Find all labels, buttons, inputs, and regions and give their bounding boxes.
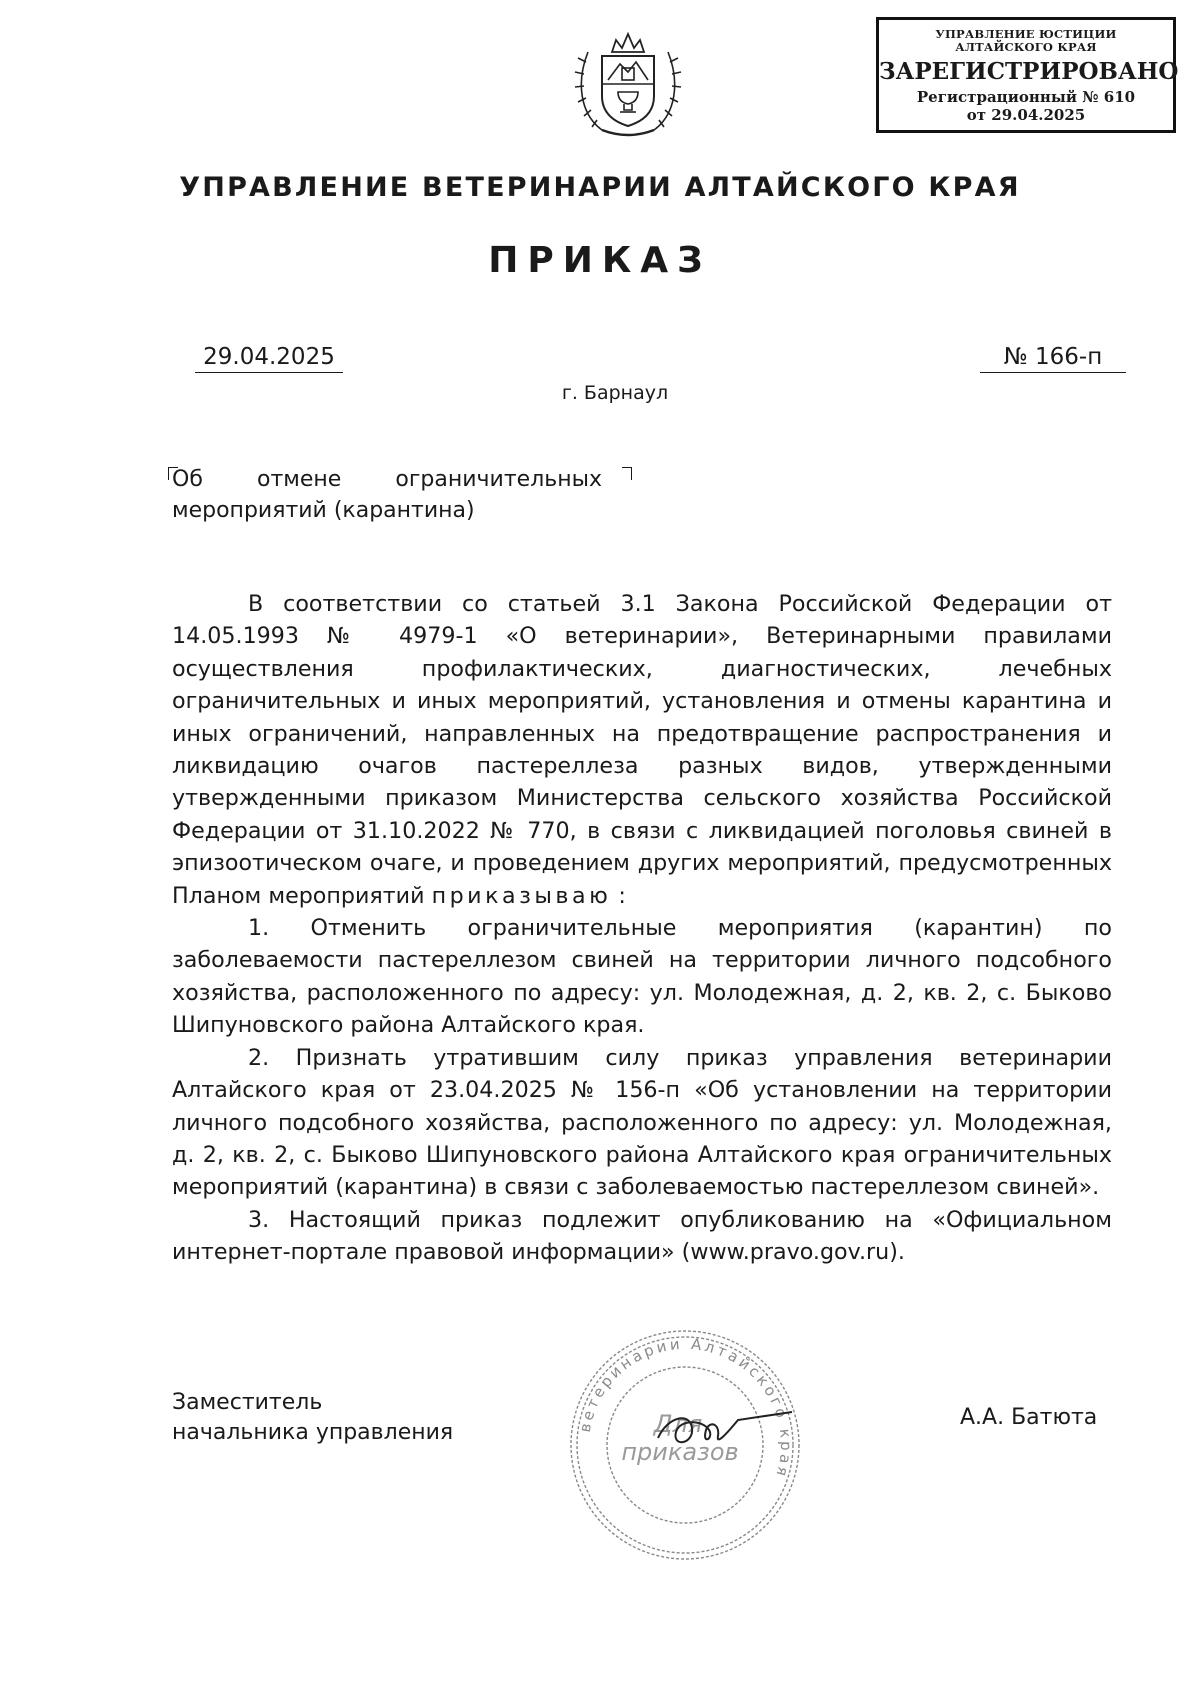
signer-title <box>172 1388 453 1448</box>
preamble-paragraph <box>172 588 1112 912</box>
preamble-text: В соответствии со статьей 3.1 Закона Российской Федерации от 14.05.1993 № 4979-1 «О ветеринарии», Ветеринарными правилами осуществления профилактических, диагностических, лечебных ограничительных и иных мероприятий, установления и отмены карантина и иных ограничений, направленных на предотвращение распространения и ликвидацию очагов пастереллеза разных видов, утвержденными утвержденными приказом Министерства сельского хозяйства Российской Федерации от 31.10.2022 № 770, в связи с ликвидацией поголовья свиней в эпизоотическом очаге, и проведением других мероприятий, предусмотренных Планом мероприятий <box>172 591 1112 909</box>
subject-line2: мероприятий (карантина) <box>172 498 475 523</box>
document-body <box>172 588 1112 1269</box>
signer-title-line2: начальника управления <box>172 1420 454 1445</box>
signer-title-line1: Заместитель <box>172 1390 323 1415</box>
subject-line1 <box>172 464 602 495</box>
stamp-org-line1: УПРАВЛЕНИЕ ЮСТИЦИИ <box>935 27 1117 41</box>
agency-name: УПРАВЛЕНИЕ ВЕТЕРИНАРИИ АЛТАЙСКОГО КРАЯ <box>179 172 1021 203</box>
seal-center-line2: приказов <box>621 1438 739 1466</box>
subject-bracket-right <box>622 467 632 480</box>
document-type: ПРИКАЗ <box>488 240 712 281</box>
order-item-3: 3. Настоящий приказ подлежит опубликованию на «Официальном интернет-портале правовой информации» (www.pravo.gov.ru). <box>172 1206 1112 1266</box>
seal-ring-text: ветеринарии Алтайского края <box>575 1334 796 1482</box>
seal-center-line1: Для <box>653 1410 703 1438</box>
document-number: № 166-п <box>980 344 1126 373</box>
order-suffix: : <box>618 882 626 909</box>
registration-stamp <box>876 17 1179 133</box>
document-city: г. Барнаул <box>561 382 669 404</box>
document-date: 29.04.2025 <box>195 344 343 373</box>
official-seal <box>560 1320 810 1570</box>
subject-word: Об <box>172 467 203 492</box>
coat-of-arms-icon <box>572 22 684 142</box>
stamp-org-line2: АЛТАЙСКОГО КРАЯ <box>955 40 1097 54</box>
stamp-registration-number: Регистрационный № 610 <box>916 88 1136 106</box>
subject-word: отмене <box>256 467 342 492</box>
order-item-2: 2. Признать утратившим силу приказ управления ветеринарии Алтайского края от 23.04.2025 № 156-п «Об установлении на территории личного подсобного хозяйства, расположенного по адресу: ул. Молодежная, д. 2, кв. 2, с. Быково Шипуновского района Алтайского края ограничительных мероприятий (карантина) в связи с заболеваемостью пастереллезом свиней». <box>172 1044 1112 1201</box>
subject-bracket-left <box>168 467 178 480</box>
stamp-registration-date: от 29.04.2025 <box>966 106 1086 124</box>
subject-word: ограничительных <box>395 467 602 492</box>
signer-name: А.А. Батюта <box>960 1405 1098 1430</box>
order-word: приказываю <box>431 882 612 909</box>
document-subject <box>172 464 602 526</box>
order-item-1: 1. Отменить ограничительные мероприятия (карантин) по заболеваемости пастереллезом свиней на территории личного подсобного хозяйства, расположенного по адресу: ул. Молодежная, д. 2, кв. 2, с. Быково Шипуновского района Алтайского края. <box>172 915 1112 1039</box>
stamp-status: ЗАРЕГИСТРИРОВАНО <box>879 58 1179 85</box>
